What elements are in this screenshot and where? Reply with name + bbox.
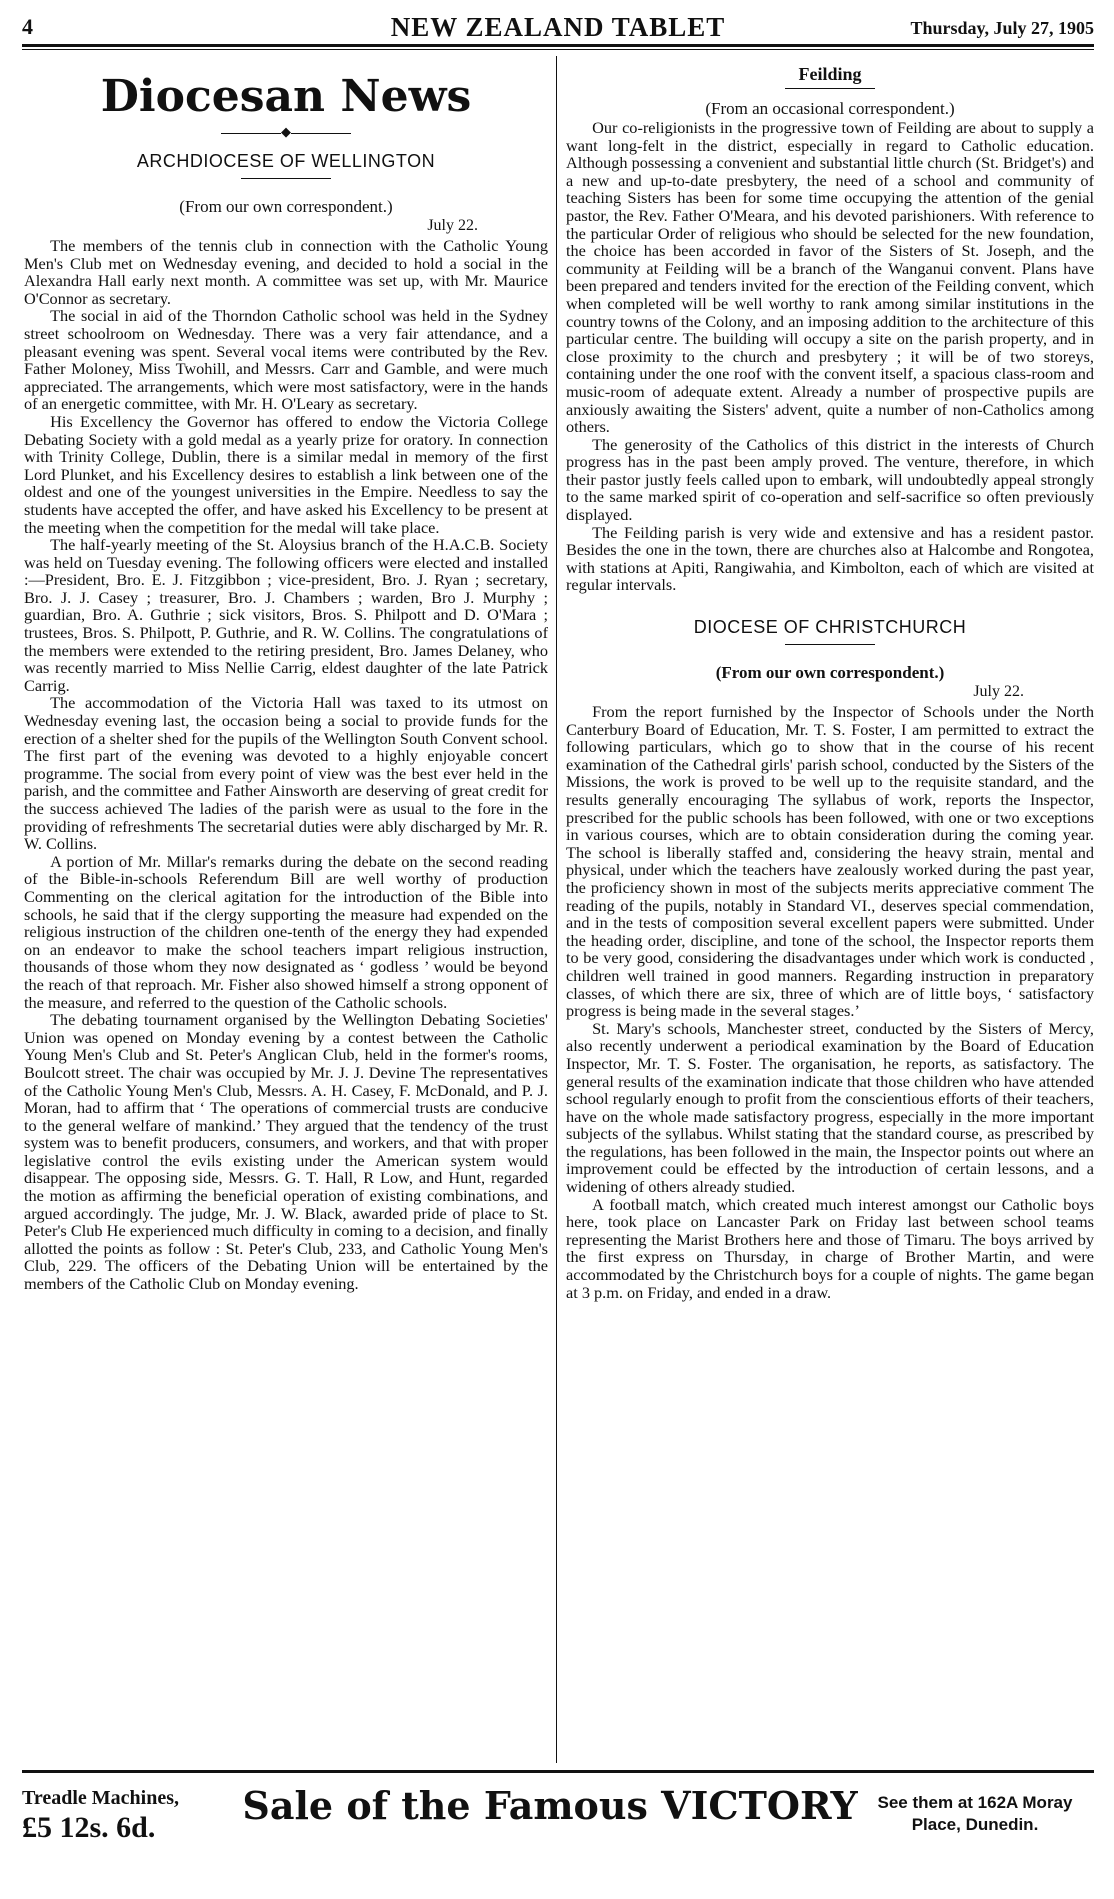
dateline: July 22. <box>427 217 478 234</box>
ad-address-block <box>860 1792 1090 1836</box>
section-rule <box>785 88 875 89</box>
section-rule <box>785 644 875 645</box>
article-paragraph: The members of the tennis club in connection with the Catholic Young Men's Club met on Wednesday evening, and decided to hold a social in the Alexandra Hall early next month. A committee was set up, with Mr. Maurice O'Connor as secretary. <box>24 236 548 308</box>
article-paragraph: The half-yearly meeting of the St. Aloysius branch of the H.A.C.B. Society was held on Tuesday evening. The following officers were elected and installed :—President, Bro. E. J. Fitzgibbon ; vice-president, Bro. J. Ryan ; secretary, Bro. J. J. Casey ; treasurer, Bro. J. Chambers ; warden, Bro J. Murphy ; guardian, Bro. A. Guthrie ; sick visitors, Bros. S. Philpott and D. O'Mara ; trustees, Bros. S. Philpott, P. Guthrie, and R. W. Collins. The congratulations of the members were extended to the retiring president, Bro. James Delaney, who was recently married to Miss Nellie Carrig, eldest daughter of the late Patrick Carrig. <box>24 535 548 695</box>
correspondent-line: (From our own correspondent.) <box>179 197 393 216</box>
page-number: 4 <box>22 14 33 39</box>
article-paragraph: His Excellency the Governor has offered to endow the Victoria College Debating Society with a gold medal as a yearly prize for oratory. In connection with Trinity College, Dublin, there is a similar medal in memory of the first Lord Plunket, and his Excellency desires to establish a link between one of the oldest and one of the youngest universities in the Empire. Needless to say the students have accepted the offer, and have asked his Excellency to be present at the meeting when the competition for the medal will take place. <box>24 411 548 537</box>
correspondent-line: (From an occasional correspondent.) <box>705 99 955 118</box>
main-title: Diocesan News <box>100 71 472 122</box>
page-header <box>22 10 1094 47</box>
left-column <box>24 58 548 1763</box>
ad-price-block <box>22 1786 222 1846</box>
column-divider <box>556 56 557 1763</box>
article-paragraph: St. Mary's schools, Manchester street, conducted by the Sisters of Mercy, also recently underwent a periodical examination by the Board of Education Inspector, Mr. T. S. Foster. The organisation, he reports, as satisfactory. The general results of the examination indicate that those children who have attended school regularly enough to profit from the conscientious efforts of their teachers, have on the whole made satisfactory progress, especially in the more important subjects of the syllabus. Whilst stating that the standard course, as prescribed by the regulations, has been followed in the main, the Inspector points out where an improvement could be effected by the introduction of certain lessons, and a widening of others already studied. <box>566 1018 1094 1197</box>
ad-address-line: Place, Dunedin. <box>911 1815 1039 1834</box>
ad-headline: Sale of the Famous VICTORY <box>242 1783 858 1828</box>
article-paragraph: A football match, which created much interest amongst our Catholic boys here, took place on Lancaster Park on Friday last between school teams representing the Marist Brothers here and those of Timaru. The boys arrived by the first express on Thursday, in charge of Brother Martin, and were accommodated by the Christchurch boys for a couple of nights. The game began at 3 p.m. on Friday, and ended in a draw. <box>566 1194 1094 1302</box>
ad-product: Treadle Machines, <box>22 1787 180 1809</box>
article-paragraph: The debating tournament organised by the Wellington Debating Societies' Union was opened on Monday evening by a contest between the Catholic Young Men's Club and St. Peter's Anglican Club, held in the former's rooms, Boulcott street. The chair was occupied by Mr. J. J. Devine The representatives of the Catholic Young Men's Club, Messrs. A. H. Casey, F. McDonald, and P. J. Moran, had to affirm that ‘ The operations of commercial trusts are conducive to the general welfare of mankind.’ They argued that the tendency of the trust system was to benefit producers, consumers, and workers, and that with proper legislative control the evils existing under the American system would disappear. The opposing side, Messrs. G. T. Hall, R Low, and Hunt, regarded the motion as affirming the beneficial operation of existing combinations, and argued accordingly. The judge, Mr. J. W. Black, awarded pride of place to St. Peter's Club He experienced much difficulty in coming to a decision, and finally allotted the points as follow : St. Peter's Club, 233, and Catholic Young Men's Club, 229. The officers of the Debating Union will be entertained by the members of the Catholic Club on Monday evening. <box>24 1010 548 1294</box>
right-column <box>566 58 1094 1763</box>
dateline: July 22. <box>973 683 1024 701</box>
article-paragraph: A portion of Mr. Millar's remarks during the debate on the second reading of the Bible-in-schools Referendum Bill are well worthy of production Commenting on the clerical agitation for the introduction of the Bible into schools, he said that if the clergy supporting the measure had expended on the religious instruction of the children one-tenth of the energy they had expended on an endeavor to make the school teachers impart religious instruction, thousands of those whom they now designated as ‘ godless ’ would be beyond the reach of that reproach. Mr. Fisher also showed himself a strong opponent of the measure, and referred to the question of the Catholic schools. <box>24 851 548 1012</box>
advertisement-footer <box>22 1782 1094 1892</box>
section-rule <box>241 178 331 179</box>
section-title-feilding: Feilding <box>798 64 862 84</box>
ad-price: £5 12s. 6d. <box>22 1811 156 1844</box>
article-paragraph: Our co-religionists in the progressive town of Feilding are about to supply a want long-felt in the district, especially in regard to Catholic education. Although possessing a convenient and substantial little church (St. Bridget's) and a new and up-to-date presbytery, the need of a school and community of teaching Sisters has been for some time occupying the attention of the genial pastor, the Rev. Father O'Meara, and his devoted parishioners. With reference to the particular Order of religious who should be selected for the new foundation, the choice has been accorded in favor of the Sisters of St. Joseph, and the community at Feilding will be a branch of the Wanganui convent. Plans have been prepared and tenders invited for the erection of the Feilding convent, which when completed will be well worthy to rank among similar institutions in the country towns of the Colony, and an imposing addition to the architecture of this particular centre. The building will occupy a site on the parish property, and in close proximity to the church and presbytery ; it will be of two storeys, containing under the one roof with the convent itself, a spacious class-room and music-room of adequate extent. Already a number of prospective pupils are anxiously awaiting the Sisters' advent, quite a number of non-Catholics among others. <box>566 118 1094 437</box>
correspondent-line: (From our own correspondent.) <box>715 663 945 683</box>
ad-address-line: See them at 162A Moray <box>877 1793 1073 1812</box>
article-paragraph: From the report furnished by the Inspector of Schools under the North Canterbury Board of Education, Mr. T. S. Foster, I am permitted to extract the following particulars, which go to show that in the course of his recent examination of the Cathedral girls' parish school, conducted by the Sisters of the Missions, the work is proved to be well up to the requisite standard, and the results generally encouraging The syllabus of work, reports the Inspector, prescribed for the public schools has been followed, with one or two exceptions in various courses, which are to obtain consideration during the coming year. The school is liberally staffed and, considering the heavy strain, mental and physical, under which the teachers have zealously worked during the past year, the proficiency shown in most of the subjects merits appreciative comment The reading of the pupils, notably in Standard VI., deserves special commendation, and in the tests of composition several excellent papers were submitted. Under the heading order, discipline, and tone of the school, the Inspector reports them to be very good, considering the disadvantages under which work is conducted , children well trained in good manners. Regarding instruction in preparatory classes, of which there are six, three of which are of little boys, ‘ satisfactory progress is being made in the several stages.’ <box>566 702 1094 1021</box>
masthead: NEW ZEALAND TABLET <box>390 12 726 42</box>
ornament-divider: ◆ <box>24 124 548 140</box>
section-title-wellington: ARCHDIOCESE OF WELLINGTON <box>136 151 436 171</box>
article-paragraph: The generosity of the Catholics of this district in the interests of Church progress has in the past been amply proved. The venture, therefore, in which their pastor justly feels called upon to embark, will undoubtedly appeal strongly to the same marked spirit of co-operation and self-sacrifice so often previously displayed. <box>566 434 1094 525</box>
header-rule <box>22 49 1094 50</box>
article-paragraph: The social in aid of the Thorndon Catholic school was held in the Sydney street schoolroom on Wednesday. There was a very fair attendance, and a pleasant evening was spent. Several vocal items were contributed by the Rev. Father Moloney, Miss Twohill, and Messrs. Carr and Gamble, and were much appreciated. The arrangements, which were most satisfactory, were in the hands of an energetic committee, with Mr. H. O'Leary as secretary. <box>24 306 548 414</box>
section-title-christchurch: DIOCESE OF CHRISTCHURCH <box>693 617 967 638</box>
issue-date: Thursday, July 27, 1905 <box>910 18 1094 38</box>
article-paragraph: The accommodation of the Victoria Hall was taxed to its utmost on Wednesday evening last, the occasion being a social to provide funds for the erection of a shelter shed for the pupils of the Wellington South Convent school. The first part of the evening was devoted to a highly enjoyable concert programme. The social from every point of view was the best ever held in the parish, and the committee and Father Ainsworth are deserving of great credit for the success achieved The ladies of the parish were as usual to the fore in the providing of refreshments The secretarial duties were ably discharged by Mr. R. W. Collins. <box>24 693 548 854</box>
article-paragraph: The Feilding parish is very wide and extensive and has a resident pastor. Besides the one in the town, there are churches also at Halcombe and Rongotea, with stations at Apiti, Rangiwahia, and Kimbolton, each of which are visited at regular intervals. <box>566 522 1094 595</box>
footer-rule <box>22 1770 1094 1773</box>
